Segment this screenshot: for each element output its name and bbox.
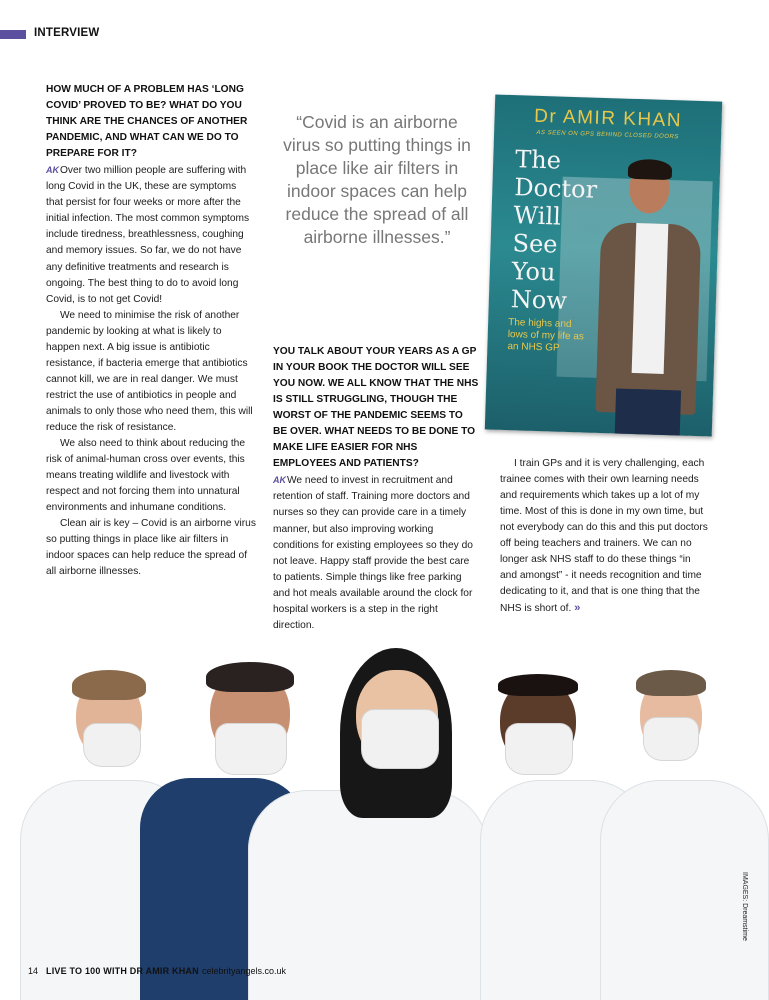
section-bar — [0, 30, 26, 39]
author-photo — [495, 95, 722, 102]
book-author: Dr AMIR KHAN — [533, 105, 683, 132]
book-title: The Doctor Will See You Now — [510, 145, 598, 315]
paragraph: I train GPs and it is very challenging, each trainee comes with their own learning needs and requirements which takes up a lot of my time. Most of this is done in my own time, but not everybody can do this and this put doctors off being teachers and trainers. We can no longer ask NHS staff to do these things “in and amongst” - it needs recognition and time dedicating to it, and that is one thing that the NHS is short of. » — [500, 458, 708, 615]
paragraph: We need to minimise the risk of another pandemic by looking at what is likely to happen next. A big issue is antibiotic resistance, if bacteria emerge that antibiotics cannot kill, we are in real danger. We must restrict the use of antibiotics in people and animals to only those who need them, this will reduce the risk of resistance. — [46, 309, 253, 433]
book-cover — [485, 95, 722, 437]
answer-1: AKOver two million people are suffering with long Covid in the UK, these are symptoms that persist for four weeks or more after the initial infection. The most common symptoms include tiredness, breathlessness, coughing and memory issues. So far, we do not have any definitive treatments and research is ongoing. The best thing to do to avoid long Covid, is to not get Covid! — [46, 165, 250, 305]
column-2 — [273, 344, 479, 634]
column-1 — [46, 82, 256, 580]
medical-staff-photo — [0, 640, 769, 1000]
footer-title: LIVE TO 100 WITH DR AMIR KHAN — [46, 966, 199, 976]
section-label: INTERVIEW — [34, 27, 100, 39]
answer-2: AKWe need to invest in recruitment and retention of staff. Training more doctors and nurses so they can provide care in a timely manner, but also improving working conditions for existing employees so they do not leave. Happy staff provide the best care to patients. Simple things like free parking and hot meals available around the clock for hospital workers is a step in the right direction. — [273, 475, 473, 631]
footer-url: celebrityangels.co.uk — [202, 966, 287, 976]
column-3 — [500, 456, 708, 617]
answer-marker: AK — [273, 475, 286, 486]
paragraph: Clean air is key – Covid is an airborne virus so putting things in place like air filters in indoor spaces can help reduce the spread of all airborne illnesses. — [46, 518, 256, 578]
book-seen-on: AS SEEN ON GPS BEHIND CLOSED DOORS — [536, 129, 679, 141]
question-2: YOU TALK ABOUT YOUR YEARS AS A GP IN YOUR BOOK THE DOCTOR WILL SEE YOU NOW. WE ALL KNOW THAT THE NHS IS STILL STRUGGLING, THOUGH THE WORST OF THE PANDEMIC SEEMS TO BE OVER. WHAT NEEDS TO BE DONE TO MAKE LIFE EASIER FOR NHS EMPLOYEES AND PATIENTS? — [273, 346, 479, 470]
answer-marker: AK — [46, 165, 59, 176]
pull-quote: “Covid is an airborne virus so putting things in place like air filters in indoor spaces can help reduce the spread of all airborne illnesses.” — [283, 112, 471, 247]
continue-chevron-icon: » — [574, 602, 581, 615]
paragraph: We also need to think about reducing the risk of animal-human cross over events, this means treating wildlife and livestock with respect and not forcing them into unnatural environments and inhumane conditions. — [46, 438, 246, 514]
book-tagline: The highs and lows of my life as an NHS GP — [507, 317, 585, 354]
page-number: 14 — [28, 966, 39, 976]
image-credit: IMAGES: Dreamstime — [741, 872, 748, 941]
question-1: HOW MUCH OF A PROBLEM HAS ‘LONG COVID’ PROVED TO BE? WHAT DO YOU THINK ARE THE CHANCES OF ANOTHER PANDEMIC, AND WHAT CAN WE DO TO PREPARE FOR IT? — [46, 84, 248, 160]
